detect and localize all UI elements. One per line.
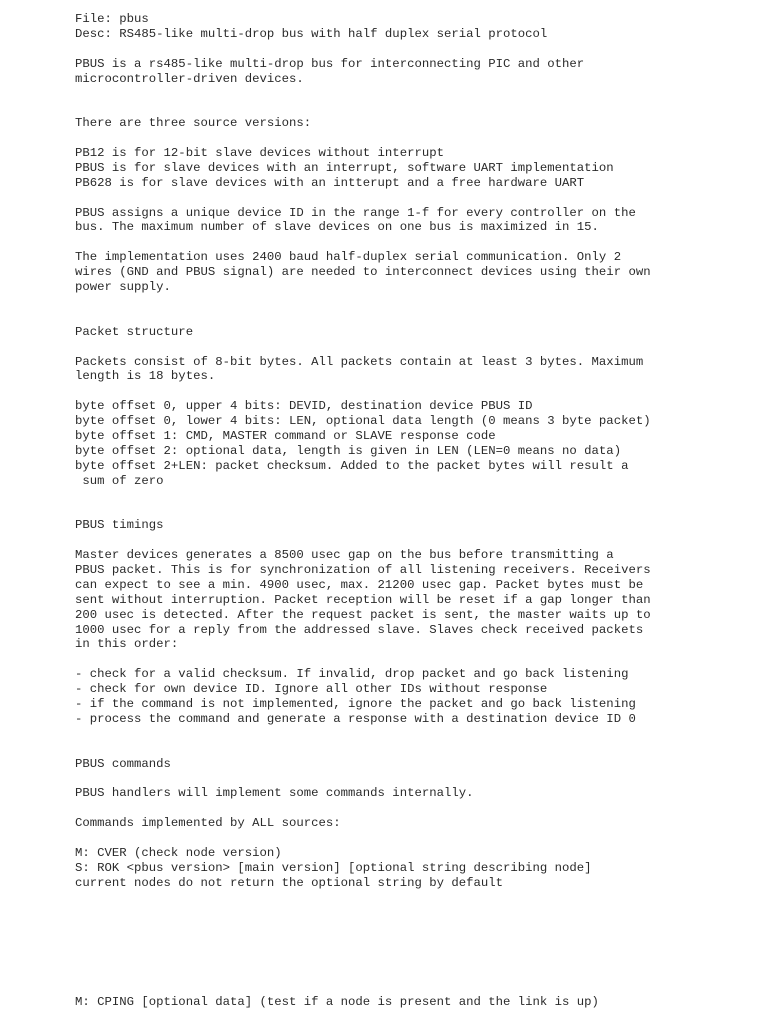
cver-line: S: ROK <pbus version> [main version] [optional string describing node] bbox=[75, 860, 592, 875]
cver-line: M: CVER (check node version) bbox=[75, 845, 282, 860]
document-body bbox=[75, 12, 758, 1010]
timings-line: PBUS packet. This is for synchronization of all listening receivers. Receivers bbox=[75, 563, 651, 577]
implementation-line: wires (GND and PBUS signal) are needed to interconnect devices using their own bbox=[75, 265, 651, 280]
page-break-gap bbox=[75, 891, 758, 995]
cver-line: current nodes do not return the optional string by default bbox=[75, 875, 504, 890]
packet-intro-line: Packets consist of 8-bit bytes. All packets contain at least 3 bytes. Maximum bbox=[75, 354, 644, 369]
commands-intro: PBUS handlers will implement some commands internally. bbox=[75, 786, 474, 801]
implementation-line: power supply. bbox=[75, 280, 171, 295]
check-item: - check for own device ID. Ignore all other IDs without response bbox=[75, 682, 548, 697]
implementation-line: The implementation uses 2400 baud half-duplex serial communication. Only 2 bbox=[75, 250, 622, 265]
check-item: - if the command is not implemented, ignore the packet and go back listening bbox=[75, 697, 636, 712]
packet-byte-line: byte offset 2+LEN: packet checksum. Added to the packet bytes will result a bbox=[75, 458, 629, 473]
intro-line: PBUS is a rs485-like multi-drop bus for interconnecting PIC and other bbox=[75, 56, 585, 71]
versions-heading: There are three source versions: bbox=[75, 116, 312, 131]
timings-line: 200 usec is detected. After the request packet is sent, the master waits up to bbox=[75, 607, 651, 622]
commands-all-heading: Commands implemented by ALL sources: bbox=[75, 816, 341, 831]
timings-line: in this order: bbox=[75, 637, 179, 652]
version-line: PB628 is for slave devices with an intterupt and a free hardware UART bbox=[75, 175, 585, 190]
timings-line: 1000 usec for a reply from the addressed slave. Slaves check received packets bbox=[75, 622, 644, 637]
packet-byte-line: byte offset 0, lower 4 bits: LEN, optional data length (0 means 3 byte packet) bbox=[75, 414, 651, 429]
packet-byte-line: sum of zero bbox=[75, 473, 164, 488]
check-item: - process the command and generate a response with a destination device ID 0 bbox=[75, 711, 636, 726]
timings-line: sent without interruption. Packet reception will be reset if a gap longer than bbox=[75, 592, 651, 607]
version-line: PBUS is for slave devices with an interrupt, software UART implementation bbox=[75, 160, 614, 175]
desc-line: Desc: RS485-like multi-drop bus with half duplex serial protocol bbox=[75, 26, 548, 41]
packet-byte-line: byte offset 0, upper 4 bits: DEVID, destination device PBUS ID bbox=[75, 399, 533, 414]
packet-intro-line: length is 18 bytes. bbox=[75, 369, 216, 384]
file-line: File: pbus bbox=[75, 12, 149, 26]
timings-line: can expect to see a min. 4900 usec, max. 21200 usec gap. Packet bytes must be bbox=[75, 577, 644, 592]
check-item: - check for a valid checksum. If invalid, drop packet and go back listening bbox=[75, 667, 629, 682]
packet-byte-line: byte offset 1: CMD, MASTER command or SLAVE response code bbox=[75, 428, 496, 443]
intro-line: microcontroller-driven devices. bbox=[75, 71, 304, 86]
timings-heading: PBUS timings bbox=[75, 518, 164, 533]
packet-structure-heading: Packet structure bbox=[75, 324, 194, 339]
commands-heading: PBUS commands bbox=[75, 756, 171, 771]
packet-byte-line: byte offset 2: optional data, length is given in LEN (LEN=0 means no data) bbox=[75, 443, 622, 458]
version-line: PB12 is for 12-bit slave devices without interrupt bbox=[75, 146, 444, 161]
device-id-line: bus. The maximum number of slave devices on one bus is maximized in 15. bbox=[75, 220, 599, 235]
timings-line: Master devices generates a 8500 usec gap on the bus before transmitting a bbox=[75, 548, 614, 563]
device-id-line: PBUS assigns a unique device ID in the range 1-f for every controller on the bbox=[75, 205, 636, 220]
cping-line: M: CPING [optional data] (test if a node is present and the link is up) bbox=[75, 994, 599, 1009]
